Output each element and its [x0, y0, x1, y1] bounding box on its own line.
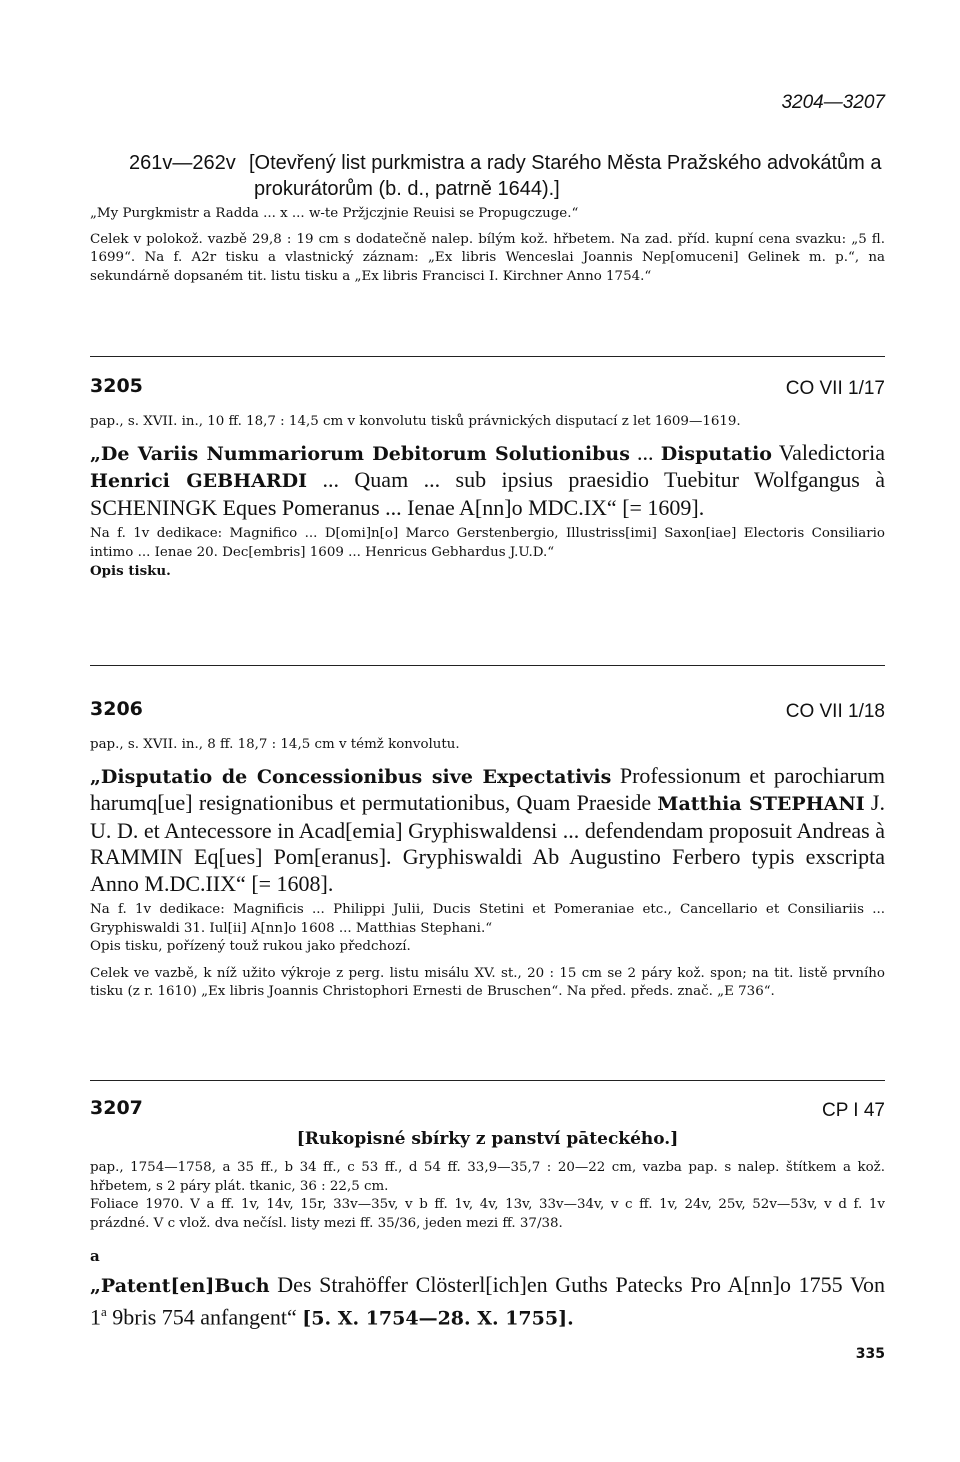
continuation-title: [90, 150, 885, 202]
title-sep: ...: [629, 439, 661, 465]
running-header: 3204—3207: [781, 92, 885, 113]
divider: [90, 1080, 885, 1081]
date-range: [5. X. 1754—28. X. 1755].: [302, 1307, 574, 1330]
superscript: a: [101, 1304, 107, 1319]
title-bold: „De Variis Nummariorum Debitorum Solutionibus: [90, 442, 630, 465]
collection-heading: [Rukopisné sbírky z panství pāteckého.]: [296, 1129, 679, 1149]
copy-note: Opis tisku, pořízený touž rukou jako předchozí.: [90, 939, 411, 954]
page-number: 335: [855, 1346, 885, 1362]
title-bold-2: Disputatio: [660, 442, 772, 465]
title-mid: Professionum et parochiarum harumq[ue] resignationibus et permutationibus, Quam Praeside: [90, 762, 885, 815]
title-rest: ... Quam ... sub ipsius praesidio Tuebitur Wolfgangus à SCHENINGK Eques Pomeranus ... Ienae A[nn]o MDC.IX“ [= 1609].: [90, 467, 885, 520]
folio-ref: 261v—262v: [129, 152, 236, 174]
divider: [90, 665, 885, 666]
continuation-title-text: [Otevřený list purkmistra a rady Starého Města Pražského advokátům a prokurátorům (b. d., patrně 1644).]: [249, 152, 882, 200]
title-rest-2: 9bris 754 anfangent“: [106, 1304, 303, 1330]
entry-title: [90, 763, 885, 898]
sub-part-title: [90, 1272, 885, 1332]
physical-description: pap., s. XVII. in., 10 ff. 18,7 : 14,5 cm v konvolutu tisků právnických disputací z let 1609—1619.: [90, 414, 741, 429]
continuation-block: [90, 150, 885, 286]
title-rest: J. U. D. et Antecessore in Acad[emia] Gryphiswaldensi ... defendendam proposuit Andreas à RAMMIN Eq[ues] Pom[eranus]. Gryphiswaldi Ab Augustino Ferbero typis exscripta Anno M.DC.IIX“ [= 1608].: [90, 790, 885, 896]
sub-part-letter: a: [90, 1247, 100, 1265]
title-bold-2: Matthia STEPHANI: [657, 793, 865, 815]
dedication-note: Na f. 1v dedikace: Magnifico ... D[omi]n[o] Marco Gerstenbergio, Illustriss[imi] Saxon[iae] Electoris Consiliario intimo ... Ienae 20. Dec[embris] 1609 ... Henricus Gebhardus J.U.D.“: [90, 526, 885, 560]
entry-number: 3205: [90, 375, 143, 397]
divider: [90, 356, 885, 357]
document-page: [90, 0, 885, 1462]
binding-note: Celek ve vazbě, k níž užito výkroje z perg. listu misálu XV. st., 20 : 15 cm se 2 páry kož. spon; na tit. listě prvního tisku (z r. 1610) „Ex libris Joannis Christophori Ernesti de Bruschen“. Na před. předs. znač. „E 736“.: [90, 965, 885, 999]
title-bold: „Patent[en]Buch: [90, 1274, 270, 1297]
entry-title: [90, 440, 885, 522]
physical-description: pap., s. XVII. in., 8 ff. 18,7 : 14,5 cm v témž konvolutu.: [90, 737, 460, 752]
entry-number: 3206: [90, 698, 143, 720]
title-bold: „Disputatio de Concessionibus sive Expectativis: [90, 765, 612, 788]
title-bold-3: Henrici GEBHARDI: [90, 470, 308, 492]
continuation-incipit: „My Purgkmistr a Radda ... x ... w-te Pržjczjnie Reuisi se Propugczuge.“: [90, 206, 579, 221]
entry-number: 3207: [90, 1097, 143, 1119]
shelf-mark: CO VII 1/18: [785, 701, 885, 722]
continuation-note: Celek v polokož. vazbě 29,8 : 19 cm s dodatečně nalep. bílým kož. hřbetem. Na zad. příd. kupní cena svazku: „5 fl. 1699“. Na f. A2r tisku a vlastnický záznam: „Ex libris Wenceslai Joannis Nep[omuceni] Gelinek m. p.“, na sekundárně dopsaném tit. listu tisku a „Ex libris Francisci I. Kirchner Anno 1754.“: [90, 231, 885, 284]
physical-description: pap., 1754—1758, a 35 ff., b 34 ff., c 53 ff., d 54 ff. 33,9—35,7 : 20—22 cm, vazba pap. s nalep. štítkem a kož. hřbetem, s 2 páry plát. tkanic, 36 : 22,5 cm.: [90, 1160, 885, 1194]
copy-note: Opis tisku.: [90, 563, 171, 579]
foliation-note: Foliace 1970. V a ff. 1v, 14v, 15r, 33v—35v, v b ff. 1v, 4v, 13v, 33v—34v, v c ff. 1v, 24v, 25v, 52v—53v, v d f. 1v prázdné. V c vlož. dva nečísl. listy mezi ff. 35/36, jeden mezi ff. 37/38.: [90, 1197, 885, 1231]
title-mid: Valedictoria: [771, 439, 886, 465]
title-rest: Des Strahöffer Clösterl[ich]en Guths Patecks Pro A[nn]o 1755 Von 1: [90, 1271, 885, 1330]
dedication-note: Na f. 1v dedikace: Magnificis ... Philippi Julii, Ducis Stetini et Pomeraniae etc., Cancellario et Consiliariis ... Gryphiswaldi 31. Iul[ii] A[nn]o 1608 ... Matthias Stephani.“: [90, 902, 885, 936]
shelf-mark: CO VII 1/17: [785, 378, 885, 399]
shelf-mark: CP I 47: [821, 1100, 885, 1121]
